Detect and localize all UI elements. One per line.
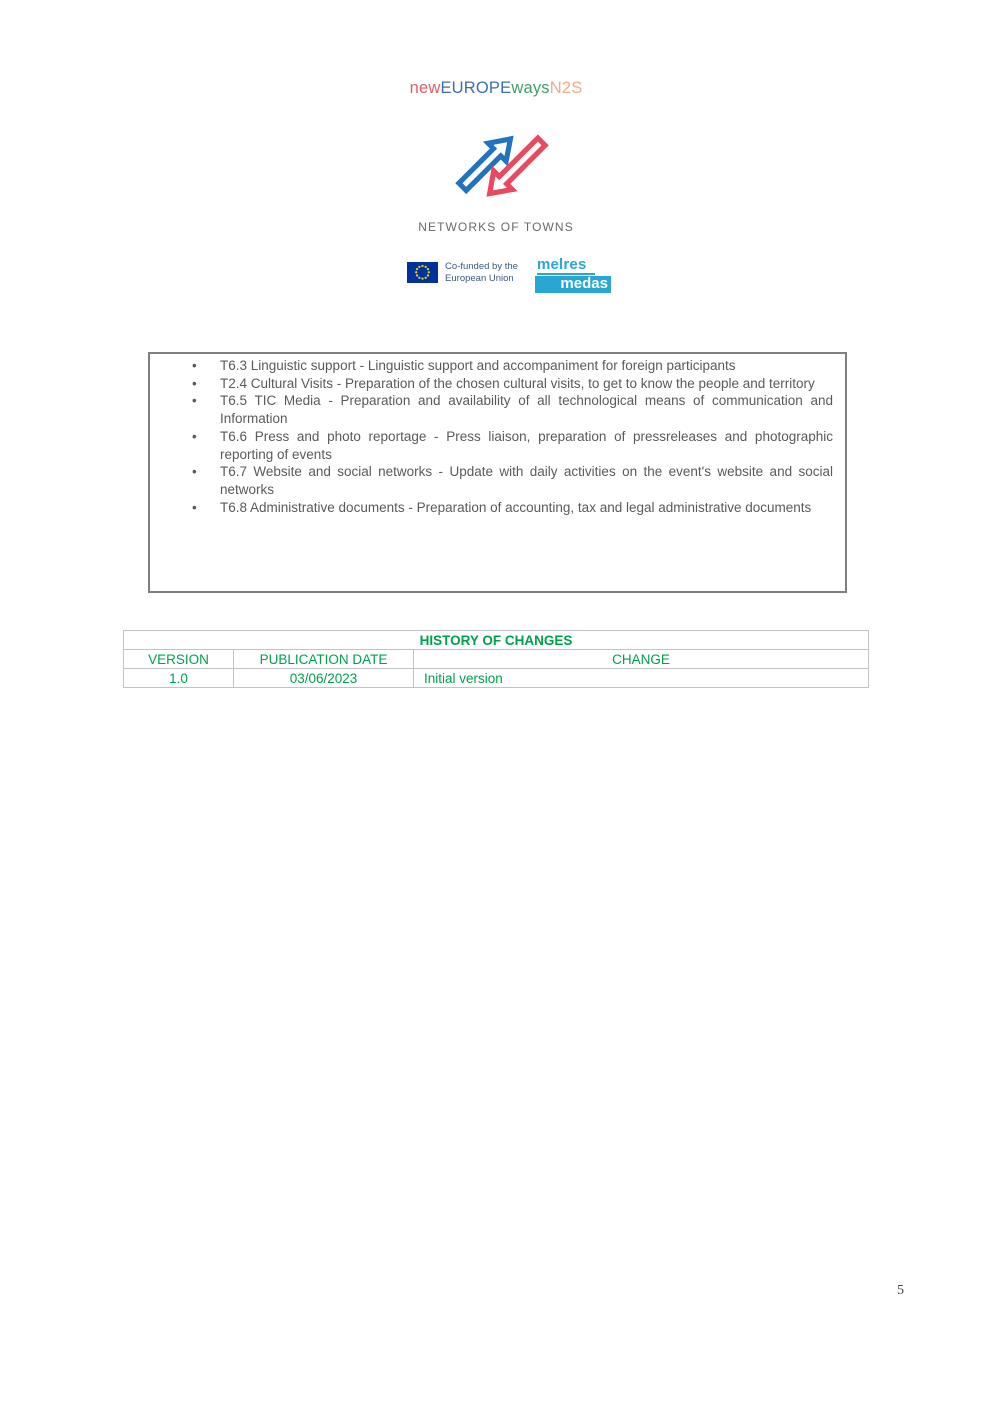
eu-cofunded-badge — [407, 261, 518, 284]
melres-logo-bottom-text: medas — [535, 276, 611, 293]
brand-segment-ways: ways — [511, 79, 550, 97]
brand-segment-n2s: N2S — [549, 79, 583, 97]
task-item-t2-4: • T2.4 Cultural Visits - Preparation of the chosen cultural visits, to get to know the people and territory — [150, 375, 845, 393]
cell-change: Initial version — [414, 669, 869, 688]
melres-logo-top-text: melres — [535, 258, 611, 272]
crossed-arrows-icon — [448, 121, 552, 215]
task-list-box — [148, 352, 847, 593]
eu-cofunded-line2: European Union — [445, 272, 514, 284]
table-title: HISTORY OF CHANGES — [124, 631, 869, 650]
brand-segment-new: new — [409, 79, 441, 97]
task-list — [150, 357, 845, 516]
column-header-publication-date: PUBLICATION DATE — [234, 650, 414, 669]
history-of-changes-table — [123, 630, 869, 688]
brand-wordmark — [0, 79, 992, 98]
column-header-change: CHANGE — [414, 650, 869, 669]
task-item-t6-7: • T6.7 Website and social networks - Update with daily activities on the event's website and social networks — [150, 463, 845, 498]
badges-row — [13, 258, 992, 293]
column-header-version: VERSION — [124, 650, 234, 669]
eu-cofunded-text — [445, 261, 518, 284]
eu-cofunded-line1: Co-funded by the — [445, 261, 518, 272]
table-caption-row — [124, 631, 869, 650]
cell-publication-date: 03/06/2023 — [234, 669, 414, 688]
task-item-t6-5: • T6.5 TIC Media - Preparation and availability of all technological means of communication and Information — [150, 392, 845, 427]
eu-flag-icon — [407, 262, 438, 283]
task-item-t6-3: • T6.3 Linguistic support - Linguistic support and accompaniment for foreign participants — [150, 357, 845, 375]
table-header-row — [124, 650, 869, 669]
table-row — [124, 669, 869, 688]
task-item-t6-8: • T6.8 Administrative documents - Preparation of accounting, tax and legal administrative documents — [150, 499, 845, 517]
brand-segment-europe: EUROPE — [440, 79, 512, 97]
cell-version: 1.0 — [124, 669, 234, 688]
page-number: 5 — [897, 1283, 904, 1298]
task-item-t6-6: • T6.6 Press and photo reportage - Press liaison, preparation of pressreleases and photographic reporting of events — [150, 428, 845, 463]
melres-medas-logo — [535, 258, 611, 293]
networks-of-towns-label: NETWORKS OF TOWNS — [418, 220, 574, 234]
